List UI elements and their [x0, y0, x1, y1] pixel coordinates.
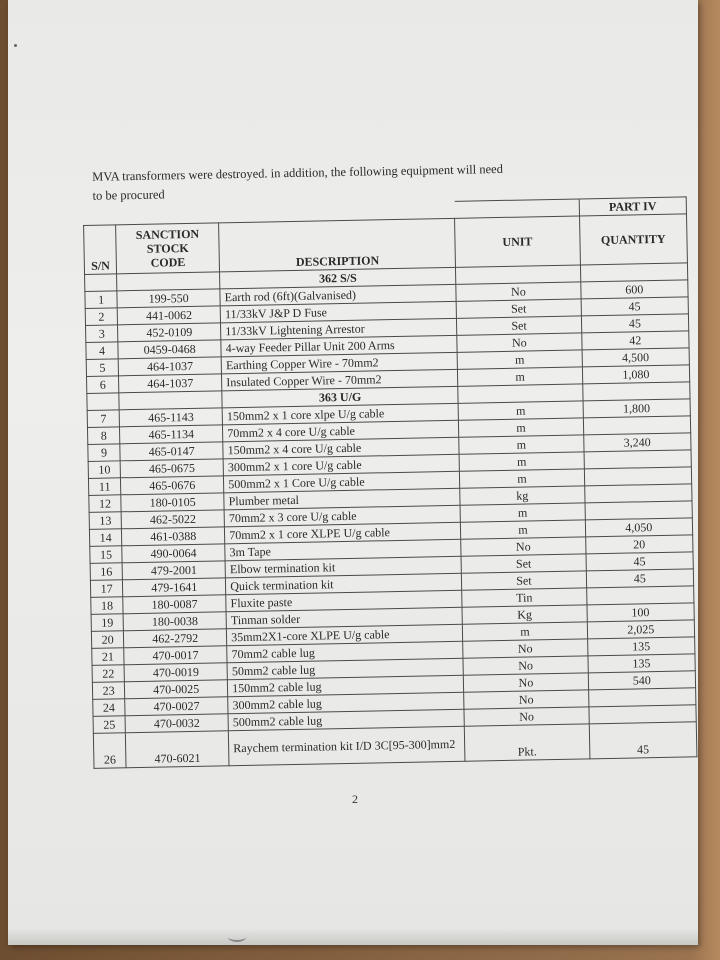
- empty-cell: [117, 272, 220, 291]
- stock-code-cell: 464-1037: [119, 374, 222, 393]
- stock-code-cell: 465-1143: [119, 408, 222, 427]
- sn-cell: 19: [91, 614, 124, 632]
- stock-code-cell: 464-1037: [118, 357, 221, 376]
- equipment-table: [83, 196, 698, 768]
- quantity-cell: 2,025: [587, 620, 695, 639]
- sn-cell: 10: [88, 461, 121, 479]
- description-cell: 35mm2X1-core XLPE U/g cable: [227, 624, 463, 646]
- stock-code-cell: 180-0038: [123, 612, 226, 631]
- description-cell: 300mm2 cable lug: [228, 692, 464, 714]
- unit-cell: m: [457, 350, 582, 369]
- unit-cell: Set: [462, 571, 587, 590]
- stock-code-cell: 479-2001: [122, 561, 225, 580]
- header-quantity: QUANTITY: [579, 214, 687, 265]
- sn-cell: 14: [89, 529, 122, 547]
- quantity-cell: 3,240: [583, 433, 691, 452]
- sn-cell: 26: [93, 733, 126, 769]
- empty-cell: [87, 393, 120, 411]
- intro-line-2: to be procured: [92, 187, 165, 203]
- stock-code-cell: 461-0388: [122, 527, 225, 546]
- sn-cell: 18: [91, 597, 124, 615]
- sn-cell: 8: [87, 427, 120, 445]
- quantity-cell: 135: [588, 654, 696, 673]
- description-cell: Earthing Copper Wire - 70mm2: [221, 352, 457, 374]
- stock-code-cell: 465-0147: [120, 442, 223, 461]
- stock-code-cell: 470-0025: [125, 680, 228, 699]
- section-heading: 362 S/S: [220, 267, 456, 289]
- stock-code-cell: 490-0064: [122, 544, 225, 563]
- sn-cell: 25: [93, 716, 126, 734]
- header-stock-code: [116, 223, 220, 274]
- table-body: [85, 263, 697, 768]
- paper-bottom-edge: [8, 928, 698, 945]
- sn-cell: 1: [85, 291, 118, 309]
- unit-cell: No: [456, 282, 581, 301]
- empty-cell: [119, 391, 222, 410]
- sn-cell: 9: [88, 444, 121, 462]
- sn-cell: 11: [88, 478, 121, 496]
- empty-cell: [580, 263, 688, 282]
- description-cell: 500mm2 x 1 Core U/g cable: [224, 471, 460, 493]
- unit-cell: m: [461, 520, 586, 539]
- quantity-cell: 45: [586, 569, 694, 588]
- unit-cell: No: [463, 656, 588, 675]
- quantity-cell: [583, 416, 691, 435]
- stock-code-cell: 180-0105: [121, 493, 224, 512]
- quantity-cell: 100: [587, 603, 695, 622]
- quantity-cell: 45: [586, 552, 694, 571]
- quantity-cell: 1,800: [583, 399, 691, 418]
- quantity-cell: [584, 484, 692, 503]
- unit-cell: m: [459, 435, 584, 454]
- description-cell: 150mm2 x 4 core U/g cable: [223, 437, 459, 459]
- header-sn: S/N: [84, 225, 117, 275]
- description-cell: 150mm2 x 1 core xlpe U/g cable: [222, 403, 458, 425]
- sn-cell: 4: [86, 342, 119, 360]
- description-cell: 70mm2 x 3 core U/g cable: [224, 505, 460, 527]
- document-content: [82, 156, 693, 768]
- unit-cell: m: [458, 367, 583, 386]
- section-heading: 363 U/G: [222, 386, 458, 408]
- paper-mark: [228, 932, 246, 942]
- stock-code-cell: 470-0017: [124, 646, 227, 665]
- sn-cell: 7: [87, 410, 120, 428]
- stock-code-cell: 452-0109: [118, 323, 221, 342]
- unit-cell: Set: [456, 299, 581, 318]
- quantity-cell: 4,050: [585, 518, 693, 537]
- stock-code-cell: 441-0062: [117, 306, 220, 325]
- unit-cell: No: [463, 639, 588, 658]
- header-code-line-3: CODE: [150, 255, 186, 270]
- empty-cell: [582, 382, 690, 401]
- sn-cell: 6: [87, 376, 120, 394]
- unit-cell: Pkt.: [465, 724, 590, 761]
- description-cell: 500mm2 cable lug: [228, 709, 464, 731]
- stock-code-cell: 465-0675: [120, 459, 223, 478]
- description-cell: 11/33kV J&P D Fuse: [220, 301, 456, 323]
- description-cell: 11/33kV Lightening Arrestor: [221, 318, 457, 340]
- unit-cell: No: [464, 690, 589, 709]
- empty-cell: [85, 274, 118, 292]
- description-cell: 70mm2 cable lug: [227, 641, 463, 663]
- sn-cell: 16: [90, 563, 123, 581]
- sn-cell: 2: [85, 308, 118, 326]
- stock-code-cell: 465-0676: [121, 476, 224, 495]
- sn-cell: 23: [92, 682, 125, 700]
- description-cell: Tinman solder: [226, 607, 462, 629]
- description-cell: Elbow termination kit: [225, 556, 461, 578]
- description-cell: 50mm2 cable lug: [227, 658, 463, 680]
- stock-code-cell: 479-1641: [123, 578, 226, 597]
- unit-cell: m: [459, 452, 584, 471]
- description-cell: 70mm2 x 1 core XLPE U/g cable: [225, 522, 461, 544]
- unit-cell: m: [463, 622, 588, 641]
- stock-code-cell: 470-6021: [126, 731, 230, 768]
- sn-cell: 20: [91, 631, 124, 649]
- quantity-cell: 1,080: [582, 365, 690, 384]
- unit-cell: No: [464, 673, 589, 692]
- intro-line-1: MVA transformers were destroyed. in addition, the following equipment will need: [92, 161, 504, 184]
- quantity-cell: 20: [585, 535, 693, 554]
- description-cell: 300mm2 x 1 core U/g cable: [223, 454, 459, 476]
- quantity-cell: 4,500: [582, 348, 690, 367]
- sn-cell: 12: [89, 495, 122, 513]
- unit-cell: No: [457, 333, 582, 352]
- unit-cell: kg: [460, 486, 585, 505]
- sn-cell: 21: [92, 648, 125, 666]
- quantity-cell: [585, 501, 693, 520]
- stock-code-cell: 199-550: [117, 289, 220, 308]
- stock-code-cell: 462-5022: [121, 510, 224, 529]
- unit-cell: m: [458, 401, 583, 420]
- unit-cell: No: [461, 537, 586, 556]
- unit-cell: Set: [461, 554, 586, 573]
- sn-cell: 22: [92, 665, 125, 683]
- quantity-cell: [586, 586, 694, 605]
- unit-cell: Set: [457, 316, 582, 335]
- sn-cell: 24: [93, 699, 126, 717]
- unit-cell: m: [460, 503, 585, 522]
- quantity-cell: [584, 467, 692, 486]
- description-cell: 70mm2 x 4 core U/g cable: [223, 420, 459, 442]
- description-cell: 4-way Feeder Pillar Unit 200 Arms: [221, 335, 457, 357]
- sn-cell: 15: [90, 546, 123, 564]
- quantity-cell: 540: [588, 671, 696, 690]
- quantity-cell: 600: [580, 280, 688, 299]
- quantity-cell: 135: [587, 637, 695, 656]
- sn-cell: 17: [90, 580, 123, 598]
- unit-cell: No: [464, 707, 589, 726]
- sn-cell: 3: [86, 325, 119, 343]
- unit-cell: Tin: [462, 588, 587, 607]
- description-cell: Insulated Copper Wire - 70mm2: [222, 369, 458, 391]
- sn-cell: 5: [86, 359, 119, 377]
- description-cell: Earth rod (6ft)(Galvanised): [220, 284, 456, 306]
- quantity-cell: 45: [589, 722, 697, 759]
- table-header: [83, 197, 687, 275]
- quantity-cell: 45: [581, 314, 689, 333]
- stock-code-cell: 470-0019: [124, 663, 227, 682]
- header-code-line-2: STOCK: [146, 240, 189, 256]
- stock-code-cell: 470-0032: [125, 714, 228, 733]
- stock-code-cell: 470-0027: [125, 697, 228, 716]
- unit-cell: m: [460, 469, 585, 488]
- description-cell: 150mm2 cable lug: [228, 675, 464, 697]
- quantity-cell: 45: [581, 297, 689, 316]
- quantity-cell: [588, 688, 696, 707]
- paper-speck: [14, 44, 17, 47]
- header-unit: UNIT: [455, 216, 580, 267]
- quantity-cell: [589, 705, 697, 724]
- description-cell: Plumber metal: [224, 488, 460, 510]
- unit-cell: m: [459, 418, 584, 437]
- sn-cell: 13: [89, 512, 122, 530]
- header-description: DESCRIPTION: [219, 218, 456, 272]
- unit-cell: Kg: [462, 605, 587, 624]
- header-code-line-1: SANCTION: [135, 226, 200, 242]
- quantity-cell: [584, 450, 692, 469]
- description-cell: 3m Tape: [225, 539, 461, 561]
- quantity-cell: 42: [581, 331, 689, 350]
- stock-code-cell: 462-2792: [124, 629, 227, 648]
- stock-code-cell: 180-0087: [123, 595, 226, 614]
- part-label: PART IV: [579, 197, 687, 216]
- description-cell: Fluxite paste: [226, 590, 462, 612]
- stock-code-cell: 0459-0468: [118, 340, 221, 359]
- description-cell: Raychem termination kit I/D 3C[95-300]mm2: [229, 726, 466, 766]
- page-number: 2: [352, 792, 358, 806]
- description-cell: Quick termination kit: [226, 573, 462, 595]
- stock-code-cell: 465-1134: [120, 425, 223, 444]
